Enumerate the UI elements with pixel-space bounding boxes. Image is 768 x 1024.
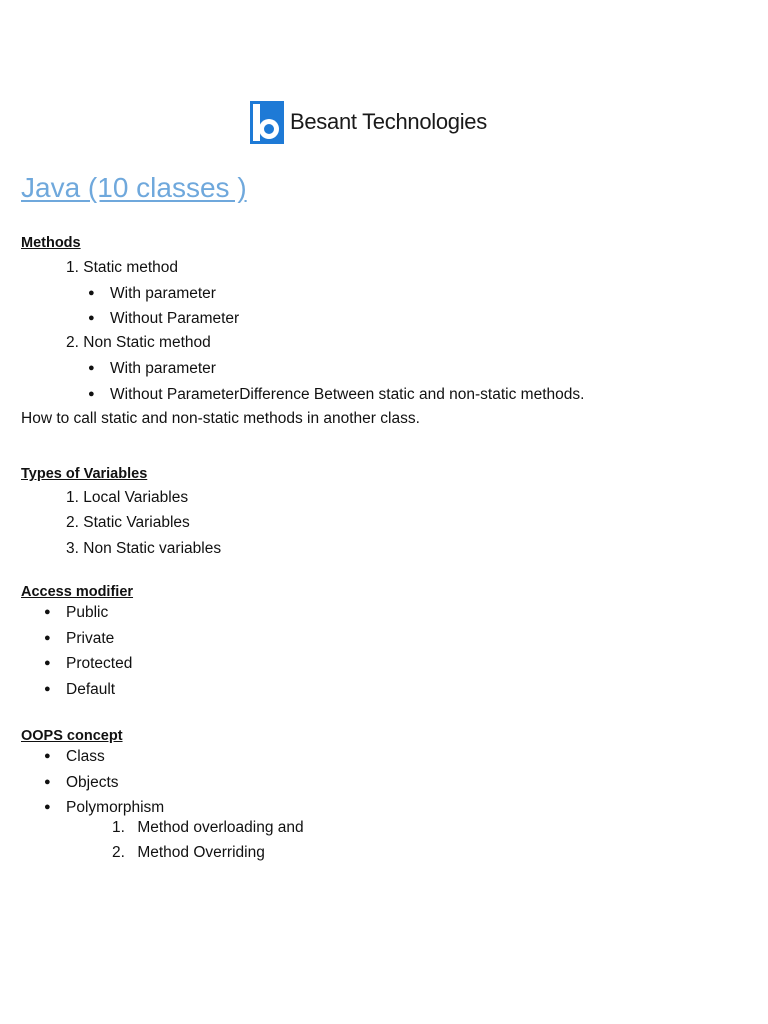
list-label: Static method xyxy=(83,259,179,276)
list-label: Without Parameter xyxy=(110,310,240,327)
black-circle-bullet: ● xyxy=(88,312,95,324)
black-circle-bullet: ● xyxy=(88,287,95,299)
black-circle-bullet: ● xyxy=(44,750,51,762)
black-circle-bullet: ● xyxy=(44,776,51,788)
list-item xyxy=(66,333,211,353)
list-label: Method overloading and xyxy=(137,819,304,836)
list-number: 1. xyxy=(66,489,79,506)
page-title: Java (10 classes ) xyxy=(21,172,247,203)
list-label: Local Variables xyxy=(83,489,189,506)
section-heading-oops: OOPS concept xyxy=(21,728,123,744)
list-label: Private xyxy=(66,630,115,647)
list-label: Protected xyxy=(66,655,133,672)
list-label: Class xyxy=(66,748,105,765)
black-circle-bullet: ● xyxy=(44,657,51,669)
list-label: Public xyxy=(66,604,109,621)
list-item xyxy=(66,513,190,533)
list-item xyxy=(44,679,115,700)
black-circle-bullet: ● xyxy=(44,606,51,618)
black-circle-bullet: ● xyxy=(88,388,95,400)
besant-b-logo-icon xyxy=(250,101,284,144)
list-number: 1. xyxy=(112,819,125,836)
list-item xyxy=(44,746,105,767)
list-item xyxy=(112,843,265,863)
list-label: Objects xyxy=(66,774,119,791)
list-item xyxy=(66,258,178,278)
list-number: 2. xyxy=(112,844,125,861)
black-circle-bullet: ● xyxy=(44,632,51,644)
list-item xyxy=(44,628,114,649)
black-circle-bullet: ● xyxy=(44,683,51,695)
list-item xyxy=(88,283,216,304)
section-heading-methods: Methods xyxy=(21,235,81,251)
list-label: Non Static method xyxy=(83,334,211,351)
brand-logo xyxy=(250,100,487,144)
list-item xyxy=(66,488,188,508)
list-number: 2. xyxy=(66,334,79,351)
list-item xyxy=(44,653,132,674)
list-item xyxy=(44,602,108,623)
methods-note: How to call static and non-static methods in another class. xyxy=(21,410,420,427)
list-number: 3. xyxy=(66,540,79,557)
list-label: Without ParameterDifference Between static and non-static methods. xyxy=(110,386,585,403)
list-number: 1. xyxy=(66,259,79,276)
list-item xyxy=(44,772,119,793)
list-label: With parameter xyxy=(110,360,216,377)
list-item xyxy=(88,384,584,405)
brand-name: Besant Technologies xyxy=(290,109,487,134)
list-item xyxy=(88,358,216,379)
list-number: 2. xyxy=(66,514,79,531)
list-item xyxy=(44,797,164,818)
list-label: Non Static variables xyxy=(83,540,222,557)
list-item xyxy=(112,818,304,838)
list-item xyxy=(88,308,239,329)
list-item xyxy=(66,539,221,559)
list-label: Static Variables xyxy=(83,514,190,531)
list-label: Default xyxy=(66,681,116,698)
list-label: Method Overriding xyxy=(137,844,265,861)
section-heading-variables: Types of Variables xyxy=(21,466,148,482)
list-label: With parameter xyxy=(110,285,216,302)
black-circle-bullet: ● xyxy=(88,362,95,374)
list-label: Polymorphism xyxy=(66,799,165,816)
section-heading-access: Access modifier xyxy=(21,584,134,600)
black-circle-bullet: ● xyxy=(44,801,51,813)
